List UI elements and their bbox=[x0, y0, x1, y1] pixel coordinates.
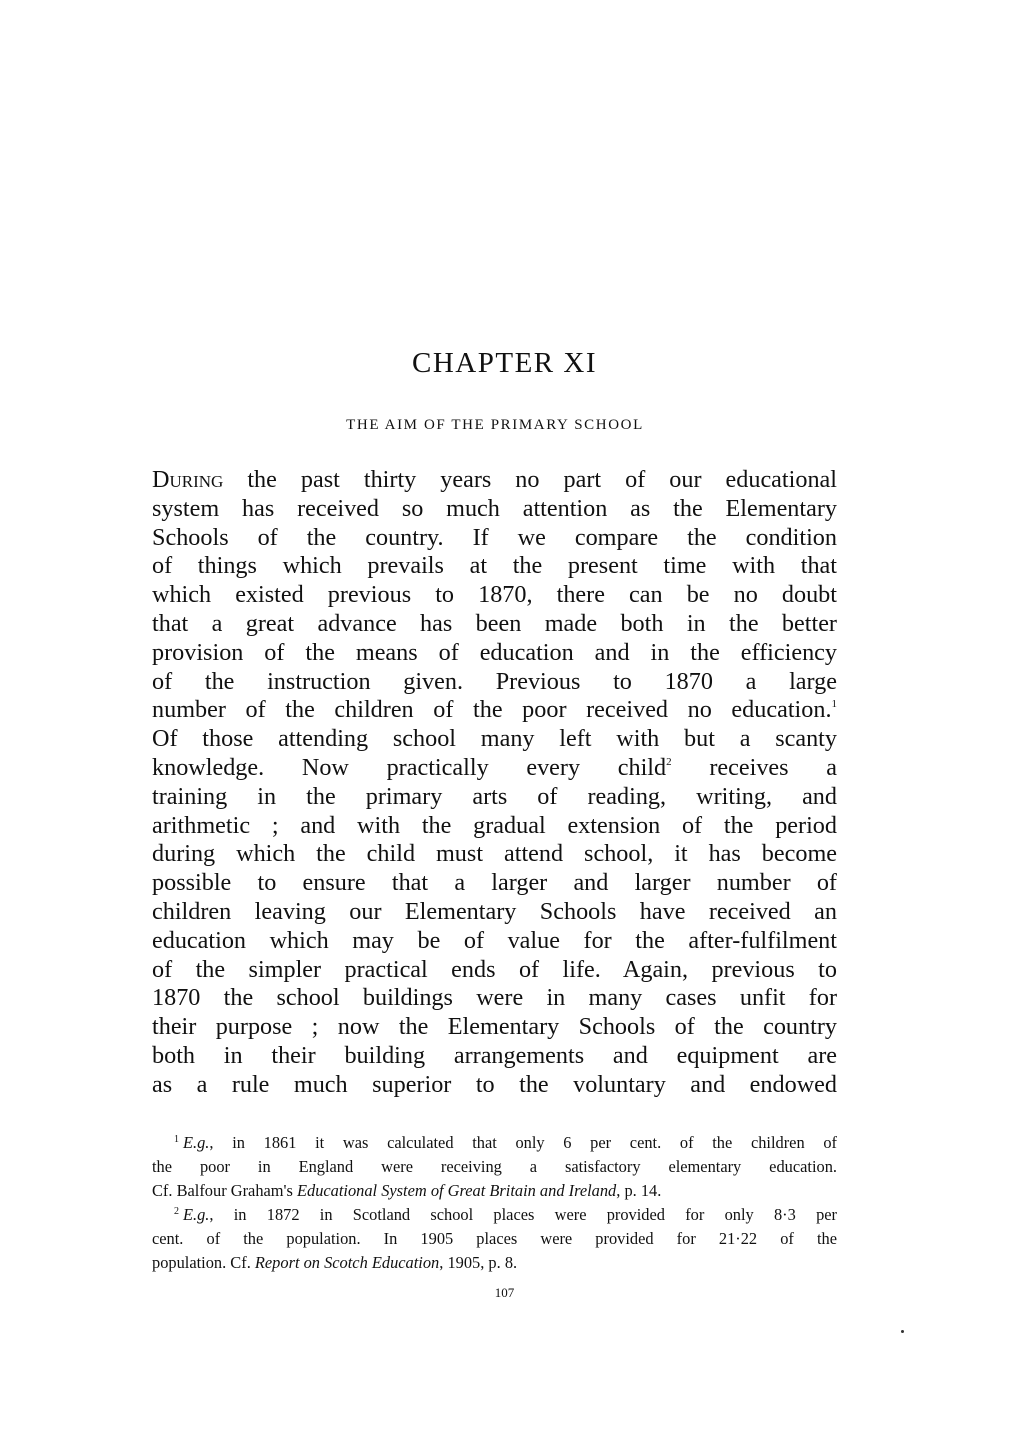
body-line: children leaving our Elementary Schools have received an bbox=[152, 897, 837, 925]
page-number: 107 bbox=[494, 1285, 515, 1300]
footnote-1 bbox=[152, 1131, 837, 1203]
body-line: which existed previous to 1870, there can be no doubt bbox=[152, 581, 837, 609]
body-line: their purpose ; now the Elementary Schools of the country bbox=[152, 1013, 837, 1041]
scan-speck bbox=[901, 1330, 904, 1333]
body-line: provision of the means of education and in the efficiency bbox=[152, 638, 837, 666]
footnote-line: Cf. Balfour Graham's Educational System of Great Britain and Ireland, p. 14. bbox=[152, 1181, 662, 1200]
body-line: that a great advance has been made both in the better bbox=[152, 609, 837, 637]
footnote-number: 1 bbox=[174, 1134, 179, 1145]
body-line: 1870 the school buildings were in many cases unfit for bbox=[152, 984, 837, 1012]
footnote-ref-1[interactable]: 1 bbox=[831, 698, 837, 711]
body-line: During the past thirty years no part of our educational bbox=[152, 466, 837, 493]
body-line: Schools of the country. If we compare the condition bbox=[152, 523, 837, 551]
body-line: education which may be of value for the after-fulfilment bbox=[152, 926, 837, 954]
body-line: knowledge. Now practically every child$^2$ receives a bbox=[152, 753, 837, 781]
body-line: training in the primary arts of reading, writing, and bbox=[152, 782, 837, 810]
footnote-number: 2 bbox=[174, 1206, 179, 1217]
chapter-subtitle: THE AIM OF THE PRIMARY SCHOOL bbox=[346, 417, 644, 433]
footnotes bbox=[152, 1131, 837, 1275]
body-line: Of those attending school many left with but a scanty bbox=[152, 725, 837, 753]
body-line: during which the child must attend school, it has become bbox=[152, 840, 837, 868]
footnote-2 bbox=[152, 1203, 837, 1275]
footnote-line: $^1$ E.g., in 1861 it was calculated that only 6 per cent. of the children of bbox=[174, 1133, 837, 1152]
footnote-line: cent. of the population. In 1905 places were provided for 21·22 of the bbox=[152, 1229, 837, 1248]
body-line: of the instruction given. Previous to 1870 a large bbox=[152, 667, 837, 695]
body-paragraph bbox=[152, 466, 837, 1100]
footnote-line: the poor in England were receiving a satisfactory elementary education. bbox=[152, 1157, 837, 1176]
body-line: possible to ensure that a larger and larger number of bbox=[152, 869, 837, 897]
body-line: number of the children of the poor received no education.$^1$ bbox=[152, 696, 837, 724]
body-line: both in their building arrangements and equipment are bbox=[152, 1041, 837, 1069]
drop-word: During bbox=[152, 466, 224, 493]
body-line: of the simpler practical ends of life. Again, previous to bbox=[152, 955, 837, 983]
footnote-ref-2[interactable]: 2 bbox=[666, 755, 672, 768]
footnote-line: $^2$ E.g., in 1872 in Scotland school places were provided for only 8·3 per bbox=[174, 1205, 837, 1224]
footnote-line: population. Cf. Report on Scotch Education, 1905, p. 8. bbox=[152, 1253, 518, 1272]
body-line: arithmetic ; and with the gradual extension of the period bbox=[152, 811, 837, 839]
body-line: as a rule much superior to the voluntary and endowed bbox=[152, 1070, 837, 1098]
chapter-heading: CHAPTER XI bbox=[412, 347, 597, 379]
body-line: of things which prevails at the present time with that bbox=[152, 552, 837, 580]
body-line: system has received so much attention as the Elementary bbox=[152, 494, 837, 522]
